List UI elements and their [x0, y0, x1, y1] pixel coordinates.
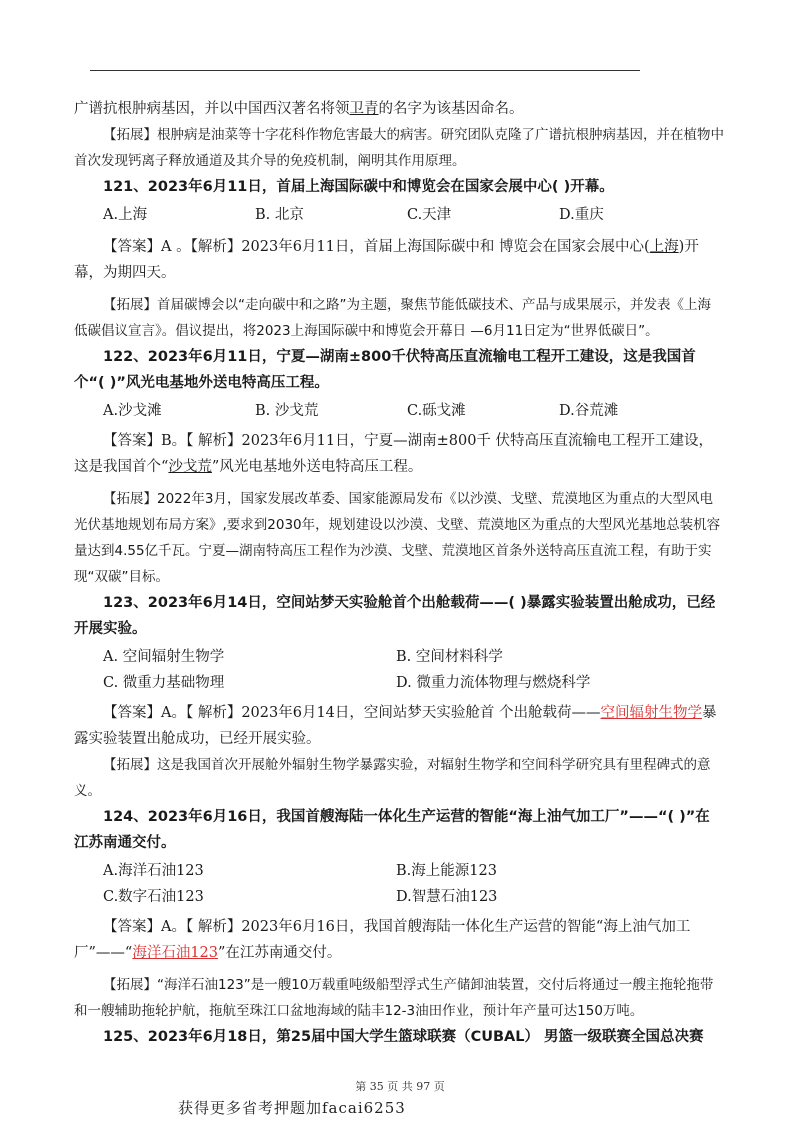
question-124: 124、2023年6月16日，我国首艘海陆一体化生产运营的智能“海上油气加工厂”——“( )”在江苏南通交付。 — [74, 809, 710, 851]
option-c: C.砾戈滩 — [407, 403, 466, 419]
options-123 — [74, 644, 724, 696]
header-rule — [90, 70, 640, 71]
answer-121: 【答案】A 。【解析】2023年6月11日，首届上海国际碳中和 博览会在国家会展中心(上海)开幕，为期四天。 — [74, 239, 699, 281]
answer-key-highlight: 海洋石油123 — [132, 945, 219, 961]
question-123: 123、2023年6月14日，空间站梦天实验舱首个出舱载荷——( )暴露实验装置出舱成功，已经开展实验。 — [74, 595, 716, 637]
option-c: C.天津 — [407, 207, 452, 223]
answer-key: 上海 — [649, 239, 679, 255]
options-124 — [74, 858, 724, 910]
option-d: D.智慧石油123 — [396, 889, 498, 905]
question-125: 125、2023年6月18日，第25届中国大学生篮球联赛（CUBAL） 男篮一级联赛全国总决赛 — [103, 1029, 704, 1045]
option-b: B.海上能源123 — [396, 863, 497, 879]
extension-121: 【拓展】首届碳博会以“走向碳中和之路”为主题，聚焦节能低碳技术、产品与成果展示，并发表《上海低碳倡议宣言》。倡议提出，将2023上海国际碳中和博览会开幕日 —6月11日定为“世界低碳日”。 — [74, 297, 711, 339]
options-122 — [74, 398, 724, 424]
extension-paragraph: 【拓展】根肿病是油菜等十字花科作物危害最大的病害。研究团队克隆了广谱抗根肿病基因，并在植物中首次发现钙离子释放通道及其介导的免疫机制，阐明其作用原理。 — [74, 127, 724, 169]
option-a: A.上海 — [103, 207, 148, 223]
option-a: A.海洋石油123 — [103, 863, 204, 879]
option-b: B. 北京 — [255, 207, 304, 223]
options-121 — [74, 202, 724, 228]
extension-122: 【拓展】2022年3月，国家发展改革委、国家能源局发布《以沙漠、戈壁、荒漠地区为重点的大型风电光伏基地规划布局方案》,要求到2030年，规划建设以沙漠、戈壁、荒漠地区为重点的大型风光基地总装机容量达到4.55亿千瓦。宁夏—湖南特高压工程作为沙漠、戈壁、荒漠地区首条外送特高压直流工程，有助于实现“双碳”目标。 — [74, 491, 721, 585]
promo-text: 获得更多省考押题加facai6253 — [178, 1099, 406, 1117]
option-c: C. 微重力基础物理 — [103, 675, 225, 691]
document-body — [74, 96, 724, 1050]
extension-124: 【拓展】“海洋石油123”是一艘10万载重吨级船型浮式生产储卸油装置，交付后将通过一艘主拖轮拖带和一艘辅助拖轮护航，拖航至珠江口盆地海域的陆丰12-3油田作业，预计年产量可达150万吨。 — [74, 977, 714, 1019]
name-underlined: 卫青 — [349, 101, 379, 117]
answer-key: 沙戈荒 — [168, 459, 212, 475]
answer-123: 【答案】A。【 解析】2023年6月14日，空间站梦天实验舱首 个出舱载荷——空间辐射生物学暴露实验装置出舱成功，已经开展实验。 — [74, 705, 717, 747]
answer-key-highlight: 空间辐射生物学 — [600, 705, 703, 721]
extension-123: 【拓展】这是我国首次开展舱外辐射生物学暴露实验，对辐射生物学和空间科学研究具有里程碑式的意义。 — [74, 757, 711, 799]
option-d: D.重庆 — [559, 207, 604, 223]
option-d: D.谷荒滩 — [559, 403, 619, 419]
option-d: D. 微重力流体物理与燃烧科学 — [396, 675, 591, 691]
option-c: C.数字石油123 — [103, 889, 204, 905]
continuation-paragraph: 广谱抗根肿病基因，并以中国西汉著名将领卫青的名字为该基因命名。 — [74, 101, 524, 117]
option-a: A.沙戈滩 — [103, 403, 162, 419]
option-a: A. 空间辐射生物学 — [103, 649, 225, 665]
answer-124: 【答案】A。【 解析】2023年6月16日，我国首艘海陆一体化生产运营的智能“海上油气加工厂”——“海洋石油123”在江苏南通交付。 — [74, 919, 691, 961]
option-b: B. 空间材料科学 — [396, 649, 503, 665]
answer-122: 【答案】B。【 解析】2023年6月11日，宁夏—湖南±800千 伏特高压直流输电工程开工建设，这是我国首个“沙戈荒”风光电基地外送电特高压工程。 — [74, 433, 714, 475]
page-number: 第 35 页 共 97 页 — [355, 1080, 445, 1093]
option-b: B. 沙戈荒 — [255, 403, 319, 419]
question-122: 122、2023年6月11日，宁夏—湖南±800千伏特高压直流输电工程开工建设，这是我国首个“( )”风光电基地外送电特高压工程。 — [74, 349, 696, 391]
question-121: 121、2023年6月11日，首届上海国际碳中和博览会在国家会展中心( )开幕。 — [103, 179, 614, 195]
